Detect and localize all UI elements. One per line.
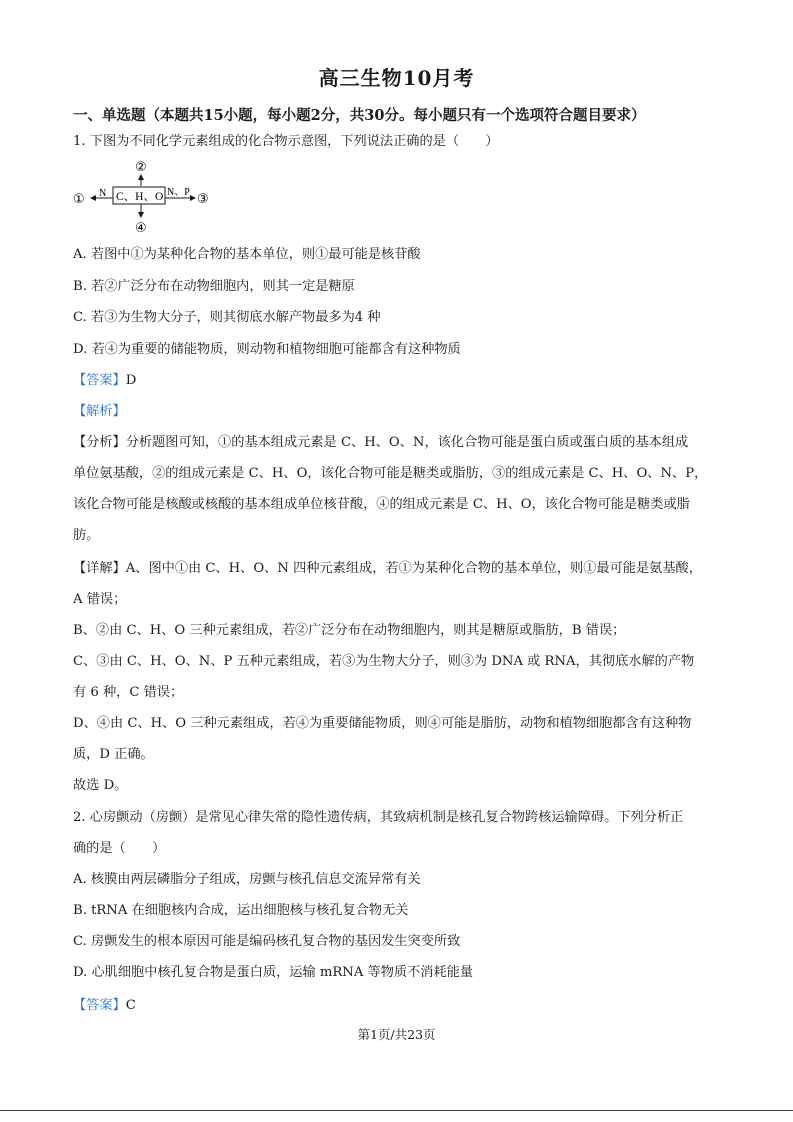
diagram-center-label: C、H、O bbox=[116, 191, 164, 203]
analysis-line: 单位氨基酸，②的组成元素是 C、H、O，该化合物可能是糖类或脂肪，③的组成元素是 C、H、O、N、P， bbox=[73, 466, 708, 481]
answer-value: C bbox=[125, 998, 136, 1013]
detail-line: 质，D 正确。 bbox=[73, 747, 154, 762]
q2-option-a: A. 核膜由两层磷脂分子组成，房颤与核孔信息交流异常有关 bbox=[73, 872, 421, 887]
detail-line: B、②由 C、H、O 三种元素组成，若②广泛分布在动物细胞内，则其是糖原或脂肪，B 错误； bbox=[73, 623, 626, 638]
compound-diagram bbox=[73, 155, 223, 235]
answer-tag: 【答案】 bbox=[73, 998, 126, 1013]
q1-answer bbox=[73, 372, 136, 390]
diagram-left-label: ① bbox=[73, 192, 85, 207]
q2-option-d: D. 心肌细胞中核孔复合物是蛋白质，运输 mRNA 等物质不消耗能量 bbox=[73, 965, 474, 980]
detail-line: 故选 D。 bbox=[73, 778, 128, 793]
detail-line: A 错误； bbox=[73, 592, 127, 607]
q1-stem: 1. 下图为不同化学元素组成的化合物示意图，下列说法正确的是（ ） bbox=[73, 134, 499, 149]
diagram-top-label: ② bbox=[135, 160, 147, 175]
q1-option-b: B. 若②广泛分布在动物细胞内，则其一定是糖原 bbox=[73, 279, 355, 294]
q1-option-a: A. 若图中①为某种化合物的基本单位，则①最可能是核苷酸 bbox=[73, 247, 421, 262]
q2-stem-line: 2. 心房颤动（房颤）是常见心律失常的隐性遗传病，其致病机制是核孔复合物跨核运输障碍。下列分析正 bbox=[73, 810, 684, 825]
detail-line: 有 6 种，C 错误； bbox=[73, 685, 184, 700]
q1-option-c: C. 若③为生物大分子，则其彻底水解产物最多为4 种 bbox=[73, 310, 381, 325]
q2-answer bbox=[73, 997, 136, 1015]
analysis-line: 肪。 bbox=[73, 528, 100, 543]
detail-line: D、④由 C、H、O 三种元素组成，若④为重要储能物质，则④可能是脂肪，动物和植物细胞都含有这种物 bbox=[73, 716, 692, 731]
section-heading: 一、单选题（本题共15小题，每小题2分，共30分。每小题只有一个选项符合题目要求） bbox=[73, 107, 646, 124]
page-title: 高三生物10月考 bbox=[318, 66, 475, 90]
q1-option-d: D. 若④为重要的储能物质，则动物和植物细胞可能都含有这种物质 bbox=[73, 342, 461, 357]
diagram-left-element: N bbox=[99, 188, 107, 199]
analysis-line: 该化合物可能是核酸或核酸的基本组成单位核苷酸，④的组成元素是 C、H、O，该化合物可能是糖类或脂 bbox=[73, 497, 690, 512]
detail-line: 【详解】A、图中①由 C、H、O、N 四种元素组成，若①为某种化合物的基本单位，则①最可能是氨基酸， bbox=[73, 561, 702, 576]
answer-tag: 【答案】 bbox=[73, 373, 126, 388]
page-footer: 第1页/共23页 bbox=[357, 1027, 436, 1042]
q1-analysis-tag: 【解析】 bbox=[73, 404, 126, 419]
detail-line: C、③由 C、H、O、N、P 五种元素组成，若③为生物大分子，则③为 DNA 或 RNA，其彻底水解的产物 bbox=[73, 654, 695, 669]
bottom-divider bbox=[0, 1110, 793, 1111]
q2-stem-line: 确的是（ ） bbox=[73, 841, 166, 856]
q2-option-c: C. 房颤发生的根本原因可能是编码核孔复合物的基因发生突变所致 bbox=[73, 934, 461, 949]
q2-option-b: B. tRNA 在细胞核内合成，运出细胞核与核孔复合物无关 bbox=[73, 903, 409, 918]
analysis-line: 【分析】分析题图可知，①的基本组成元素是 C、H、O、N，该化合物可能是蛋白质或蛋白质的基本组成 bbox=[73, 435, 689, 450]
diagram-right-label: ③ bbox=[197, 192, 209, 207]
diagram-right-element: N、P bbox=[167, 187, 190, 198]
diagram-bottom-label: ④ bbox=[135, 221, 147, 235]
answer-value: D bbox=[125, 373, 137, 388]
